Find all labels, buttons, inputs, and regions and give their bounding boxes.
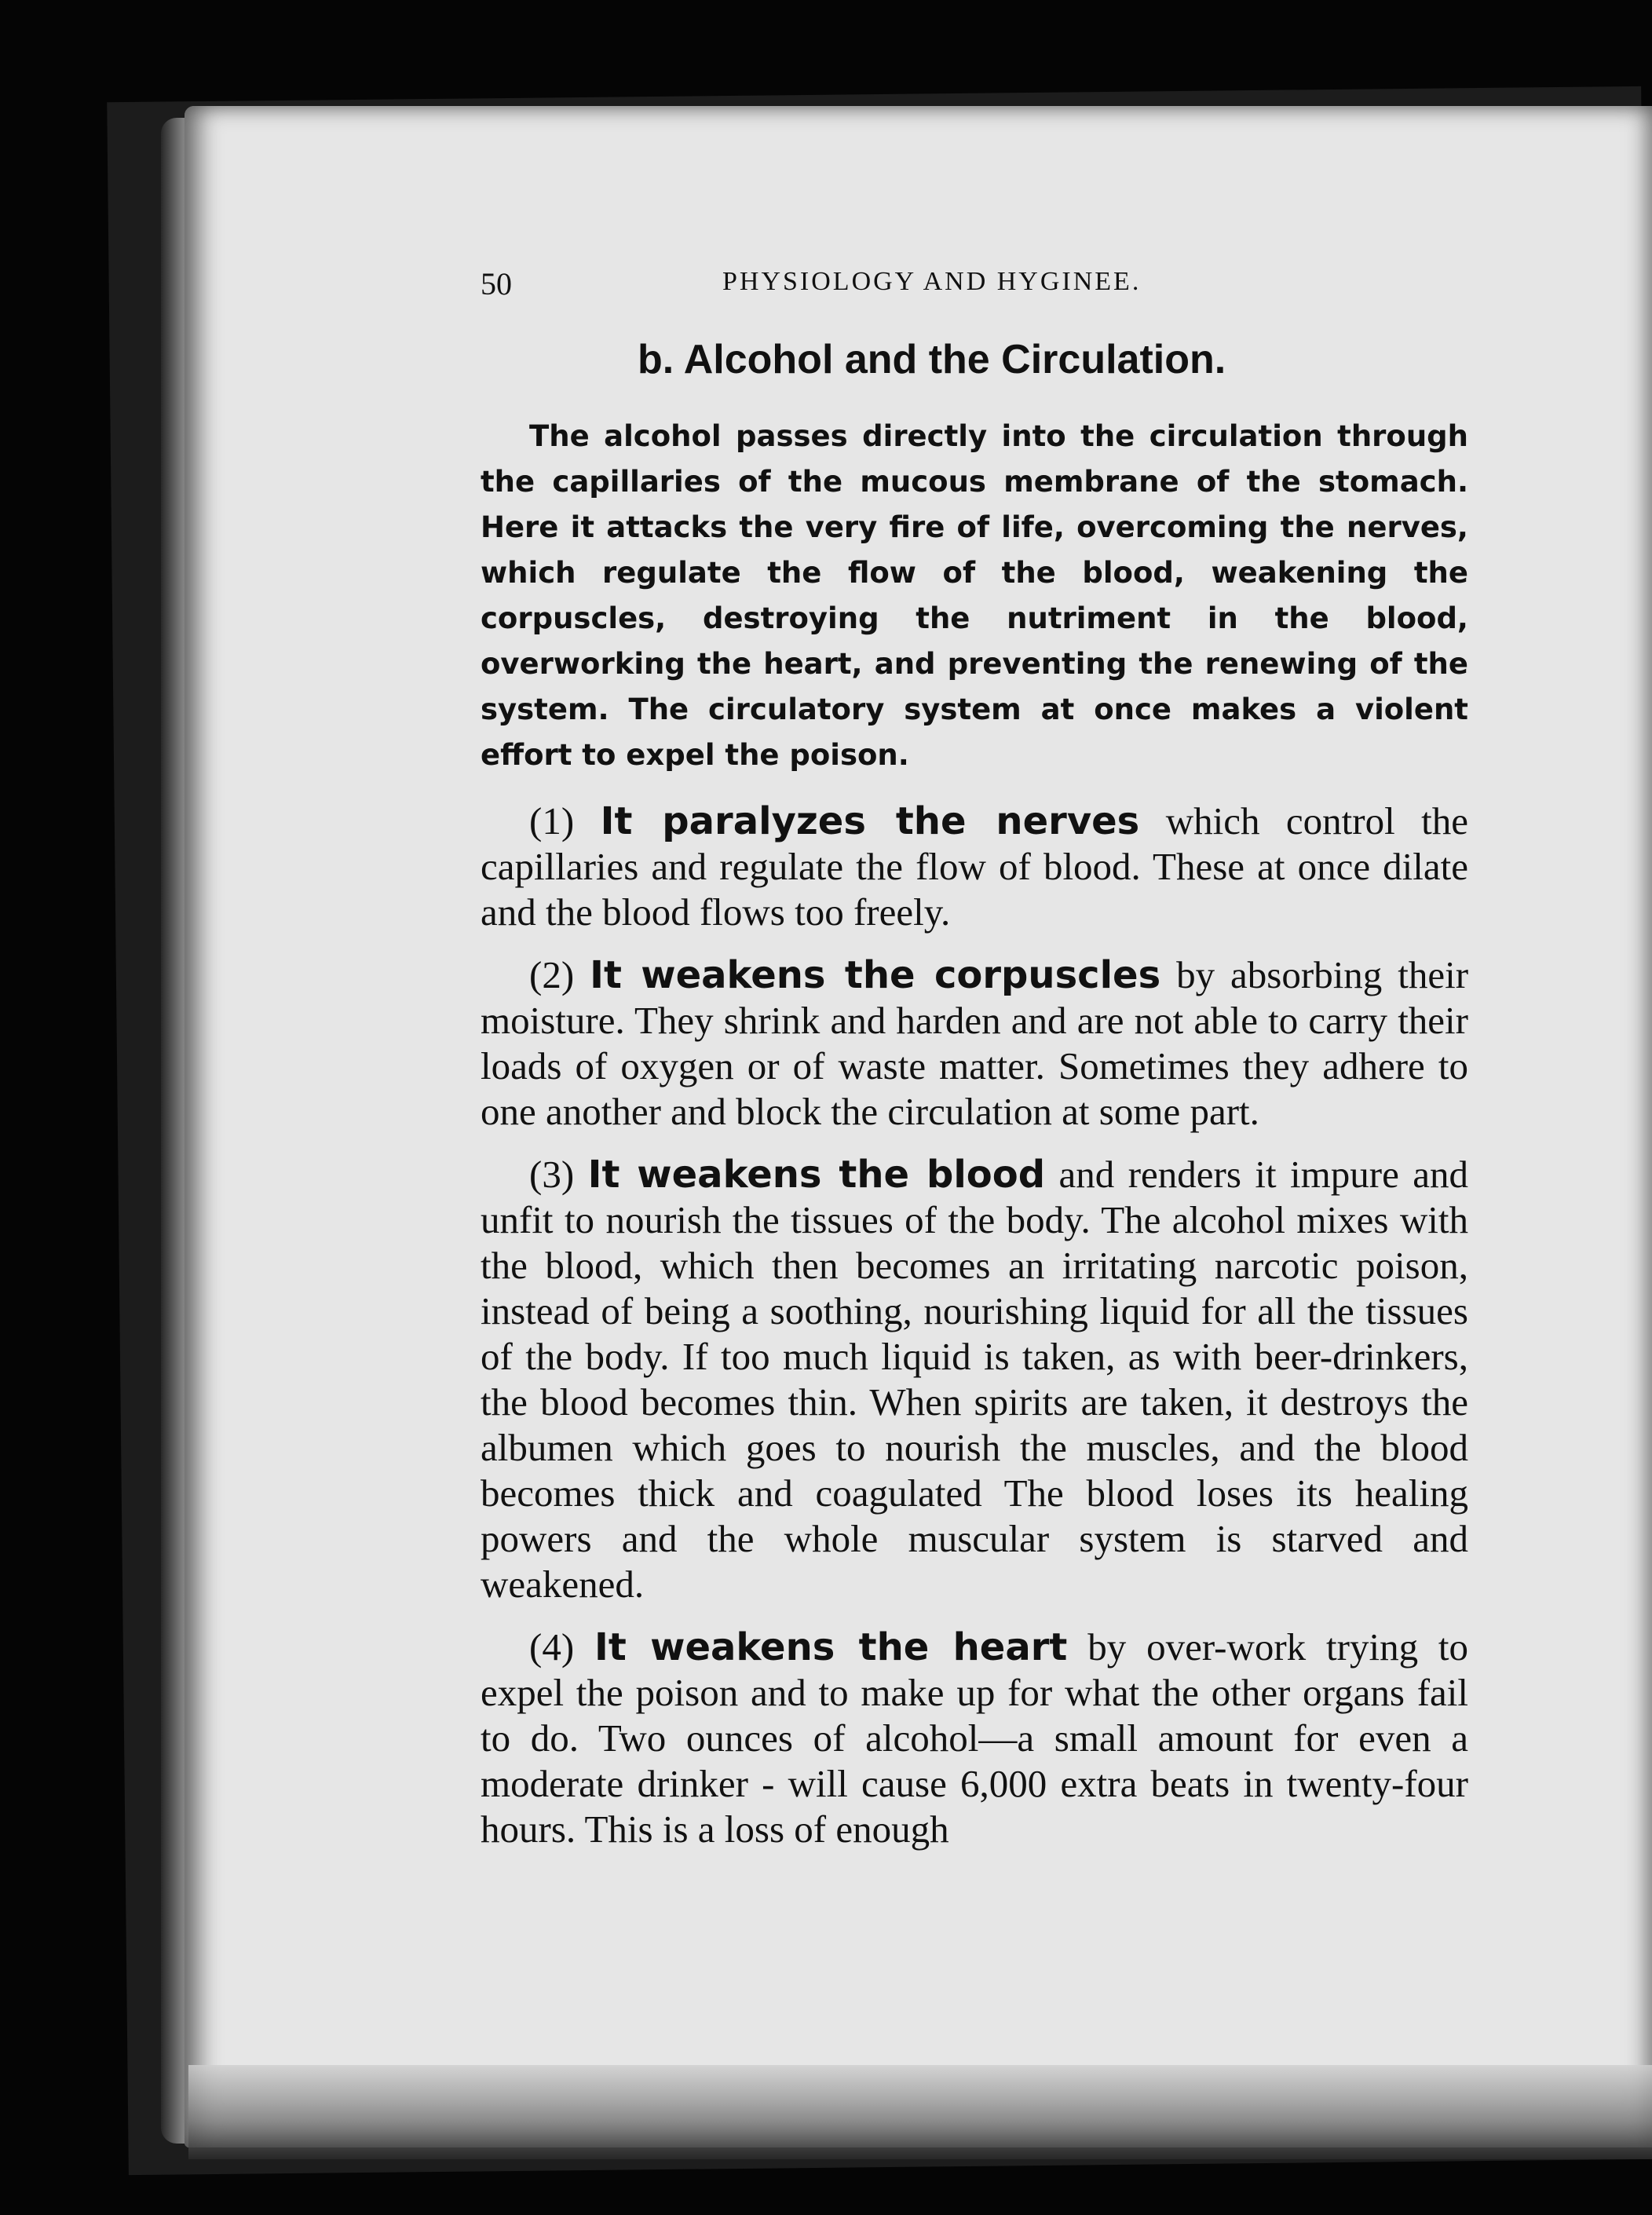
page-content	[481, 251, 1468, 1870]
point-text: and renders it impure and unfit to nourish the tissues of the body. The alcohol mixes with the blood, which then becomes an irritating narcotic poison, instead of being a soothing, nourishing liquid for all the tissues of the body. If too much liquid is taken, as with beer-drinkers, the blood becomes thin. When spirits are taken, it destroys the albumen which goes to nourish the muscles, and the blood becomes thick and coagulated The blood loses its healing powers and the whole muscular system is starved and weakened.	[481, 1153, 1468, 1606]
point-number: (4)	[529, 1625, 575, 1669]
point-paragraph	[481, 1152, 1468, 1607]
point-text: by absorbing their moisture. They shrink and harden and are not able to carry their loads of oxygen or of waste matter. Sometimes they adhere to one another and block the circulation at some part.	[481, 953, 1469, 1134]
page-bottom-edge	[188, 2065, 1652, 2159]
point-number: (2)	[529, 953, 575, 997]
point-lead: It weakens the corpuscles	[590, 953, 1161, 998]
point-text: by over-work trying to expel the poison and to make up for what the other organs fail to do. Two ounces of alcohol—a small amount for even a moderate drinker - will cause 6,000 extra beats in twenty-four hours. This is a loss of enough	[481, 1625, 1469, 1851]
point-paragraph	[481, 952, 1468, 1135]
section-heading: b. Alcohol and the Circulation.	[638, 337, 1226, 382]
point-lead: It weakens the blood	[587, 1153, 1046, 1197]
running-head	[481, 251, 1468, 306]
point-lead: It paralyzes the nerves	[600, 799, 1140, 844]
point-text: which control the capillaries and regulate the flow of blood. These at once dilate and the blood flows too freely.	[481, 799, 1469, 934]
point-paragraph	[481, 799, 1468, 935]
point-paragraph	[481, 1625, 1468, 1852]
point-lead: It weakens the heart	[594, 1625, 1068, 1670]
running-title: PHYSIOLOGY AND HYGINEE.	[722, 267, 1142, 296]
intro-paragraph: The alcohol passes directly into the circulation through the capillaries of the mucous membrane of the stomach. Here it attacks the very fire of life, overcoming the nerves, which regulate the flow of the blood, weakening the corpuscles, destroying the nutriment in the blood, overworking the heart, and preventing the renewing of the system. The circulatory system at once makes a violent effort to expel the poison.	[481, 419, 1468, 773]
point-number: (1)	[529, 799, 575, 843]
point-number: (3)	[529, 1153, 575, 1197]
page-number: 50	[481, 266, 512, 302]
